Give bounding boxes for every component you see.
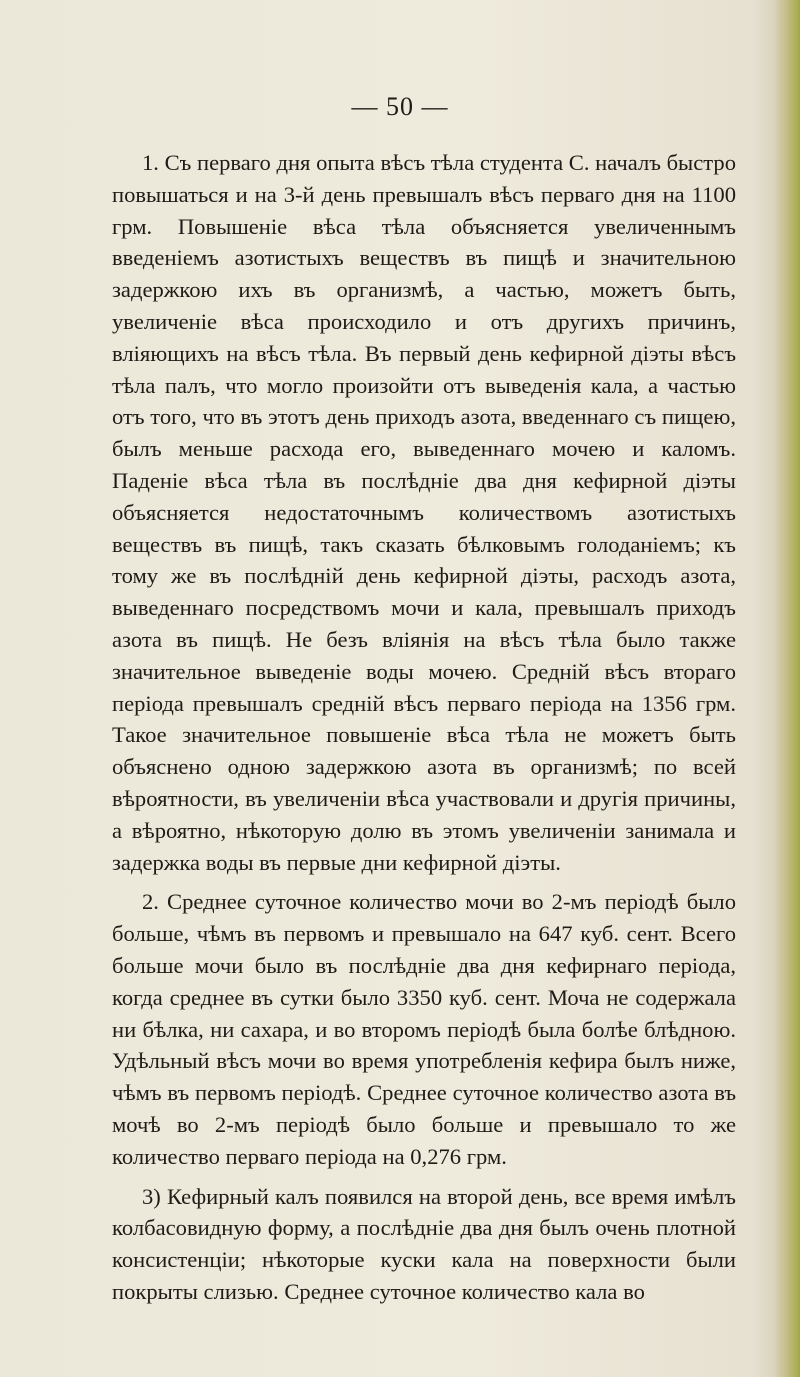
paragraph-1: 1. Съ перваго дня опыта вѣсъ тѣла студента С. началъ быстро повышаться и на 3-й день превышалъ вѣсъ перваго дня на 1100 грм. Повышеніе вѣса тѣла объясняется увеличеннымъ введеніемъ азотистыхъ веществъ въ пищѣ и значительною задержкою ихъ въ организмѣ, а частью, можетъ быть, увеличеніе вѣса происходило и отъ другихъ причинъ, вліяющихъ на вѣсъ тѣла. Въ первый день кефирной діэты вѣсъ тѣла палъ, что могло произойти отъ выведенія кала, а частью отъ того, что въ этотъ день приходъ азота, введеннаго съ пищею, былъ меньше расхода его, выведеннаго мочею и каломъ. Паденіе вѣса тѣла въ послѣдніе два дня кефирной діэты объясняется недостаточнымъ количествомъ азотистыхъ веществъ въ пищѣ, такъ сказать бѣлковымъ голоданіемъ; къ тому же въ послѣдній день кефирной діэты, расходъ азота, выведеннаго посредствомъ мочи и кала, превышалъ приходъ азота въ пищѣ. Не безъ вліянія на вѣсъ тѣла было также значительное выведеніе воды мочею. Средній вѣсъ втораго періода превышалъ средній вѣсъ перваго періода на 1356 грм. Такое значительное повышеніе вѣса тѣла не можетъ быть объяснено одною задержкою азота въ организмѣ; по всей вѣроятности, въ увеличеніи вѣса участвовали и другія причины, а вѣроятно, нѣкоторую долю въ этомъ увеличеніи занимала и задержка воды въ первые дни кефирной діэты. bbox=[112, 150, 737, 875]
paragraph-3: 3) Кефирный калъ появился на второй день, все время имѣлъ колбасовидную форму, а послѣдніе два дня былъ очень плотной консистенціи; нѣкоторые куски кала на поверхности были покрыты слизью. Среднее суточное количество кала во bbox=[112, 1183, 736, 1304]
page-edge bbox=[774, 0, 800, 1377]
body-text bbox=[112, 147, 736, 1308]
paragraph-2: 2. Среднее суточное количество мочи во 2-мъ періодѣ было больше, чѣмъ въ первомъ и превышало на 647 куб. сент. Всего больше мочи было въ послѣдніе два дня кефирнаго періода, когда среднее въ сутки было 3350 куб. сент. Моча не содержала ни бѣлка, ни сахара, и во второмъ періодѣ была болѣе блѣдною. Удѣльный вѣсъ мочи во время употребленія кефира былъ ниже, чѣмъ въ первомъ періодѣ. Среднее суточное количество азота въ мочѣ во 2-мъ періодѣ было больше и превышало то же количество перваго періода на 0,276 грм. bbox=[112, 889, 736, 1169]
page-number: — 50 — bbox=[351, 92, 449, 121]
